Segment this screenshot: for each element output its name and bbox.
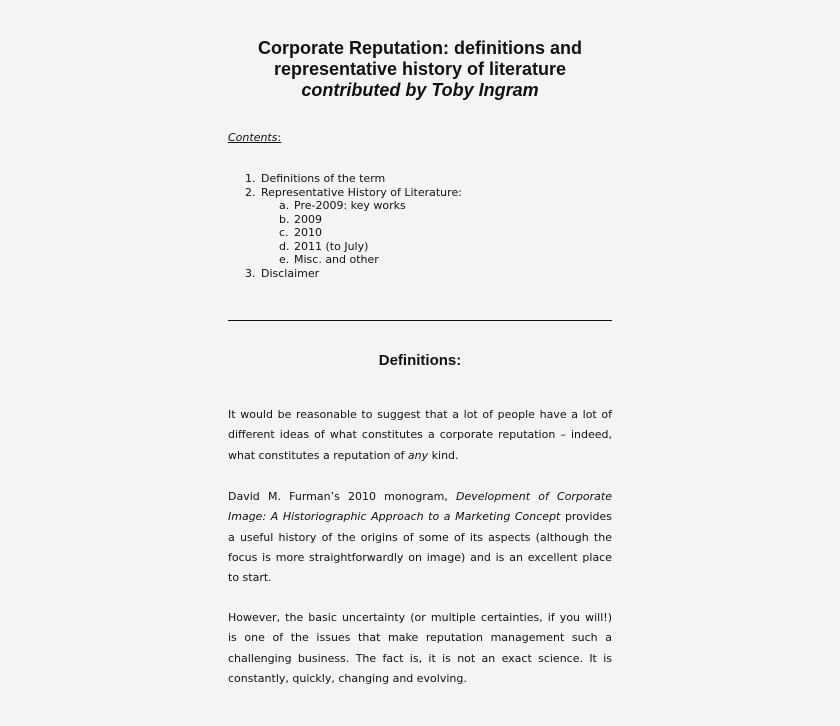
toc-item-number: c. — [279, 226, 289, 239]
toc-item — [228, 186, 612, 200]
toc-item-number: 3. — [245, 266, 256, 280]
text-run: what constitutes a reputation of — [228, 448, 408, 462]
paragraph-line — [228, 446, 612, 466]
toc-item-number: 2. — [245, 185, 256, 199]
toc-item-number: d. — [279, 239, 290, 253]
table-of-contents — [228, 172, 612, 280]
toc-item — [228, 267, 612, 281]
doc-title-line-1: Corporate Reputation: definitions and — [258, 38, 582, 58]
toc-item-number: 1. — [245, 172, 256, 185]
toc-item — [228, 226, 612, 240]
toc-item-label: Disclaimer — [261, 266, 320, 280]
paragraph-line: a useful history of the origins of some of its aspects (although the — [228, 530, 612, 544]
paragraph-line — [228, 507, 612, 527]
book-title-text: Development of Corporate — [455, 490, 613, 503]
document-page — [228, 0, 612, 726]
text-run: David M. Furman’s 2010 monogram, — [228, 490, 456, 503]
paragraph-line: challenging business. The fact is, it is not an exact science. It is — [228, 651, 612, 665]
contents-label-colon: : — [277, 131, 282, 144]
toc-item-label: 2011 (to July) — [294, 239, 369, 253]
toc-item-label: Representative History of Literature: — [261, 185, 462, 199]
emphasis-text: any — [407, 448, 429, 462]
toc-item — [228, 240, 612, 254]
paragraph-1 — [228, 405, 612, 466]
toc-item-label: 2010 — [294, 226, 322, 239]
toc-item — [228, 199, 612, 213]
paragraph-line — [228, 487, 612, 507]
toc-item — [228, 253, 612, 267]
paragraph-line: constantly, quickly, changing and evolving. — [228, 671, 467, 685]
contents-label-text: Contents — [228, 131, 278, 144]
toc-item-label: 2009 — [294, 212, 322, 226]
paragraph-line: However, the basic uncertainty (or multiple certainties, if you will!) — [228, 611, 612, 624]
paragraph-3 — [228, 608, 612, 689]
toc-item — [228, 213, 612, 227]
paragraph-line: to start. — [228, 571, 272, 585]
paragraph-line: is one of the issues that make reputation management such a — [228, 631, 612, 645]
toc-item-label: Misc. and other — [294, 253, 379, 266]
section-divider — [228, 320, 612, 321]
toc-item-number: e. — [279, 253, 290, 266]
toc-item — [228, 172, 612, 186]
toc-item-number: a. — [279, 199, 290, 212]
book-title-text: Image: A Historiographic Approach to a Marketing Concept — [228, 510, 561, 524]
toc-item-label: Pre-2009: key works — [294, 199, 406, 212]
paragraph-line: It would be reasonable to suggest that a lot of people have a lot of — [228, 408, 612, 421]
text-run: kind. — [428, 448, 459, 462]
contents-label — [228, 131, 281, 144]
section-heading-definitions: Definitions: — [378, 352, 462, 369]
text-run: provides — [560, 510, 612, 524]
paragraph-line: different ideas of what constitutes a corporate reputation – indeed, — [228, 428, 612, 442]
doc-author-line: contributed by Toby Ingram — [301, 80, 539, 100]
paragraph-2 — [228, 487, 612, 588]
doc-title-line-2: representative history of literature — [273, 59, 567, 79]
paragraph-line: focus is more straightforwardly on image) and is an excellent place — [228, 550, 612, 564]
toc-item-label: Definitions of the term — [261, 172, 386, 185]
toc-item-number: b. — [279, 212, 290, 226]
